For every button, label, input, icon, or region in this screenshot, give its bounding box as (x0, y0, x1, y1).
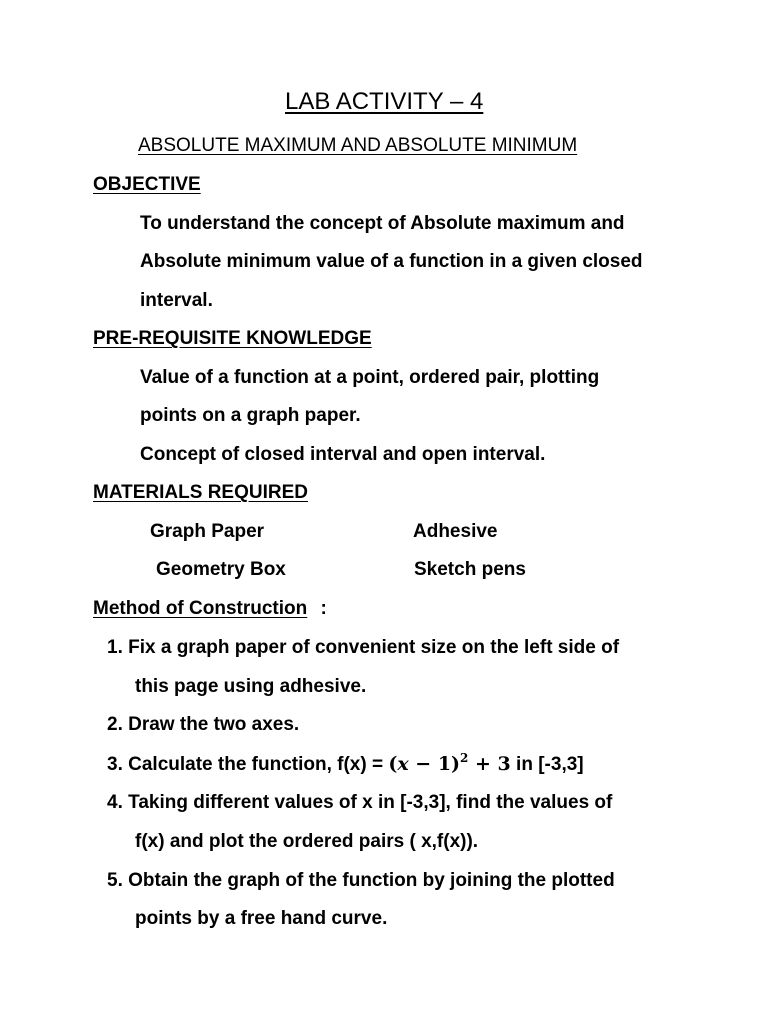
material-item: Sketch pens (414, 559, 526, 580)
objective-line: interval. (140, 290, 213, 311)
objective-line: Absolute minimum value of a function in a given closed (140, 251, 643, 272)
formula-open: ( (388, 753, 398, 775)
material-item: Geometry Box (156, 559, 286, 580)
method-heading-line (93, 597, 327, 621)
function-formula (388, 753, 510, 775)
prereq-line: points on a graph paper. (140, 405, 361, 426)
material-item: Adhesive (413, 521, 498, 542)
formula-variable: x (397, 753, 409, 775)
objective-heading: OBJECTIVE (93, 174, 201, 195)
method-heading: Method of Construction (93, 598, 308, 619)
formula-minus: − 1) (408, 753, 461, 775)
step-2: 2. Draw the two axes. (107, 714, 300, 735)
step-3 (107, 752, 584, 777)
material-item: Graph Paper (150, 521, 265, 542)
step-4: 4. Taking different values of x in [-3,3], find the values of (107, 792, 613, 813)
objective-line: To understand the concept of Absolute maximum and (140, 213, 625, 234)
step-1-continued: this page using adhesive. (135, 676, 367, 697)
step-5: 5. Obtain the graph of the function by joining the plotted (107, 870, 615, 891)
step-5-continued: points by a free hand curve. (135, 908, 388, 929)
prereq-line: Concept of closed interval and open interval. (140, 444, 546, 465)
step-1: 1. Fix a graph paper of convenient size on the left side of (107, 637, 620, 658)
step-4-continued: f(x) and plot the ordered pairs ( x,f(x)). (135, 831, 479, 852)
prereq-heading: PRE-REQUISITE KNOWLEDGE (93, 328, 372, 349)
formula-plus: + 3 (468, 753, 511, 775)
step-3-suffix: in [-3,3] (510, 754, 584, 775)
prereq-line: Value of a function at a point, ordered pair, plotting (140, 367, 600, 388)
page-subtitle: ABSOLUTE MAXIMUM AND ABSOLUTE MINIMUM (138, 135, 578, 156)
materials-heading: MATERIALS REQUIRED (93, 482, 308, 503)
step-3-prefix: 3. Calculate the function, f(x) = (107, 754, 389, 775)
method-colon: : (320, 598, 327, 619)
formula-exponent: 2 (460, 751, 469, 765)
page-title: LAB ACTIVITY – 4 (285, 88, 484, 115)
